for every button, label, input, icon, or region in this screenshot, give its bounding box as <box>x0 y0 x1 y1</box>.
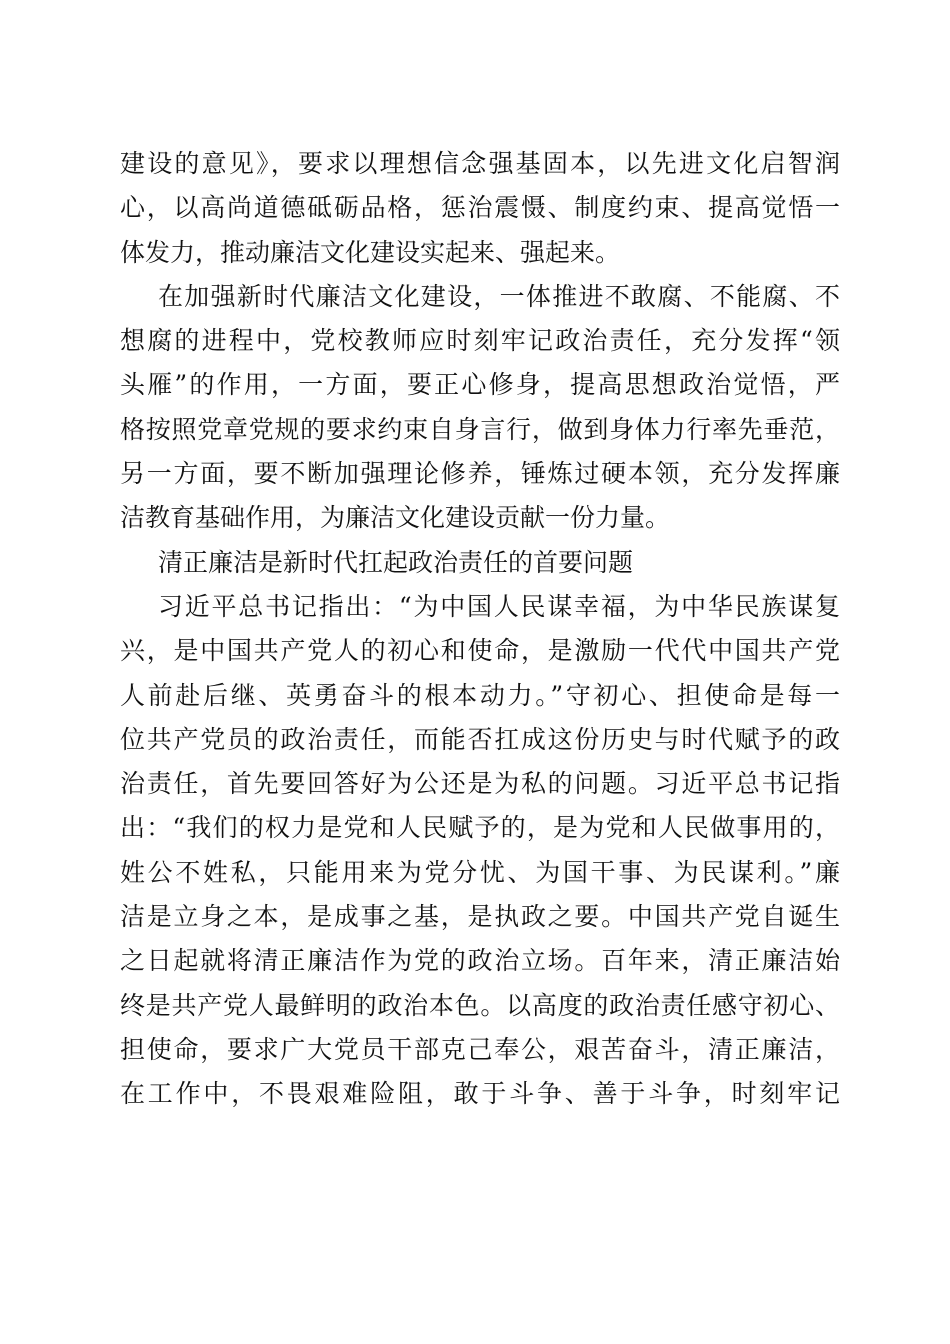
text-line: 担使命，要求广大党员干部克己奉公，艰苦奋斗，清正廉洁， <box>120 1034 840 1064</box>
text-line: 洁是立身之本，是成事之基，是执政之要。中国共产党自诞生 <box>120 902 840 932</box>
text-line: 头雁”的作用，一方面，要正心修身，提高思想政治觉悟，严 <box>120 370 840 400</box>
text-line: 之日起就将清正廉洁作为党的政治立场。百年来，清正廉洁始 <box>120 946 840 976</box>
text-line: 心，以高尚道德砥砺品格，惩治震慑、制度约束、提高觉悟一 <box>120 193 840 223</box>
text-line: 姓公不姓私，只能用来为党分忧、为国干事、为民谋利。”廉 <box>120 857 840 887</box>
text-line: 体发力，推动廉洁文化建设实起来、强起来。 <box>120 237 621 267</box>
text-line: 在工作中，不畏艰难险阻，敢于斗争、善于斗争，时刻牢记 <box>120 1079 840 1109</box>
text-line: 洁教育基础作用，为廉洁文化建设贡献一份力量。 <box>120 503 671 533</box>
text-line: 想腐的进程中，党校教师应时刻牢记政治责任，充分发挥“领 <box>120 326 840 356</box>
section-heading: 清正廉洁是新时代扛起政治责任的首要问题 <box>158 547 634 577</box>
text-line: 另一方面，要不断加强理论修养，锤炼过硬本领，充分发挥廉 <box>120 459 840 489</box>
text-line: 格按照党章党规的要求约束自身言行，做到身体力行率先垂范， <box>120 414 840 444</box>
text-line: 建设的意见》，要求以理想信念强基固本，以先进文化启智润 <box>120 149 840 178</box>
document-body <box>120 142 840 1117</box>
text-line: 位共产党员的政治责任，而能否扛成这份历史与时代赋予的政 <box>120 724 840 754</box>
text-line: 终是共产党人最鲜明的政治本色。以高度的政治责任感守初心、 <box>120 990 840 1020</box>
text-line: 兴，是中国共产党人的初心和使命，是激励一代代中国共产党 <box>120 636 840 666</box>
paragraph-first-line: 在加强新时代廉洁文化建设，一体推进不敢腐、不能腐、不 <box>158 281 840 311</box>
text-line: 人前赴后继、英勇奋斗的根本动力。”守初心、担使命是每一 <box>120 680 840 710</box>
paragraph-first-line: 习近平总书记指出：“为中国人民谋幸福，为中华民族谋复 <box>158 591 840 621</box>
text-line: 治责任，首先要回答好为公还是为私的问题。习近平总书记指 <box>120 769 840 799</box>
text-line: 出：“我们的权力是党和人民赋予的，是为党和人民做事用的， <box>120 813 840 843</box>
